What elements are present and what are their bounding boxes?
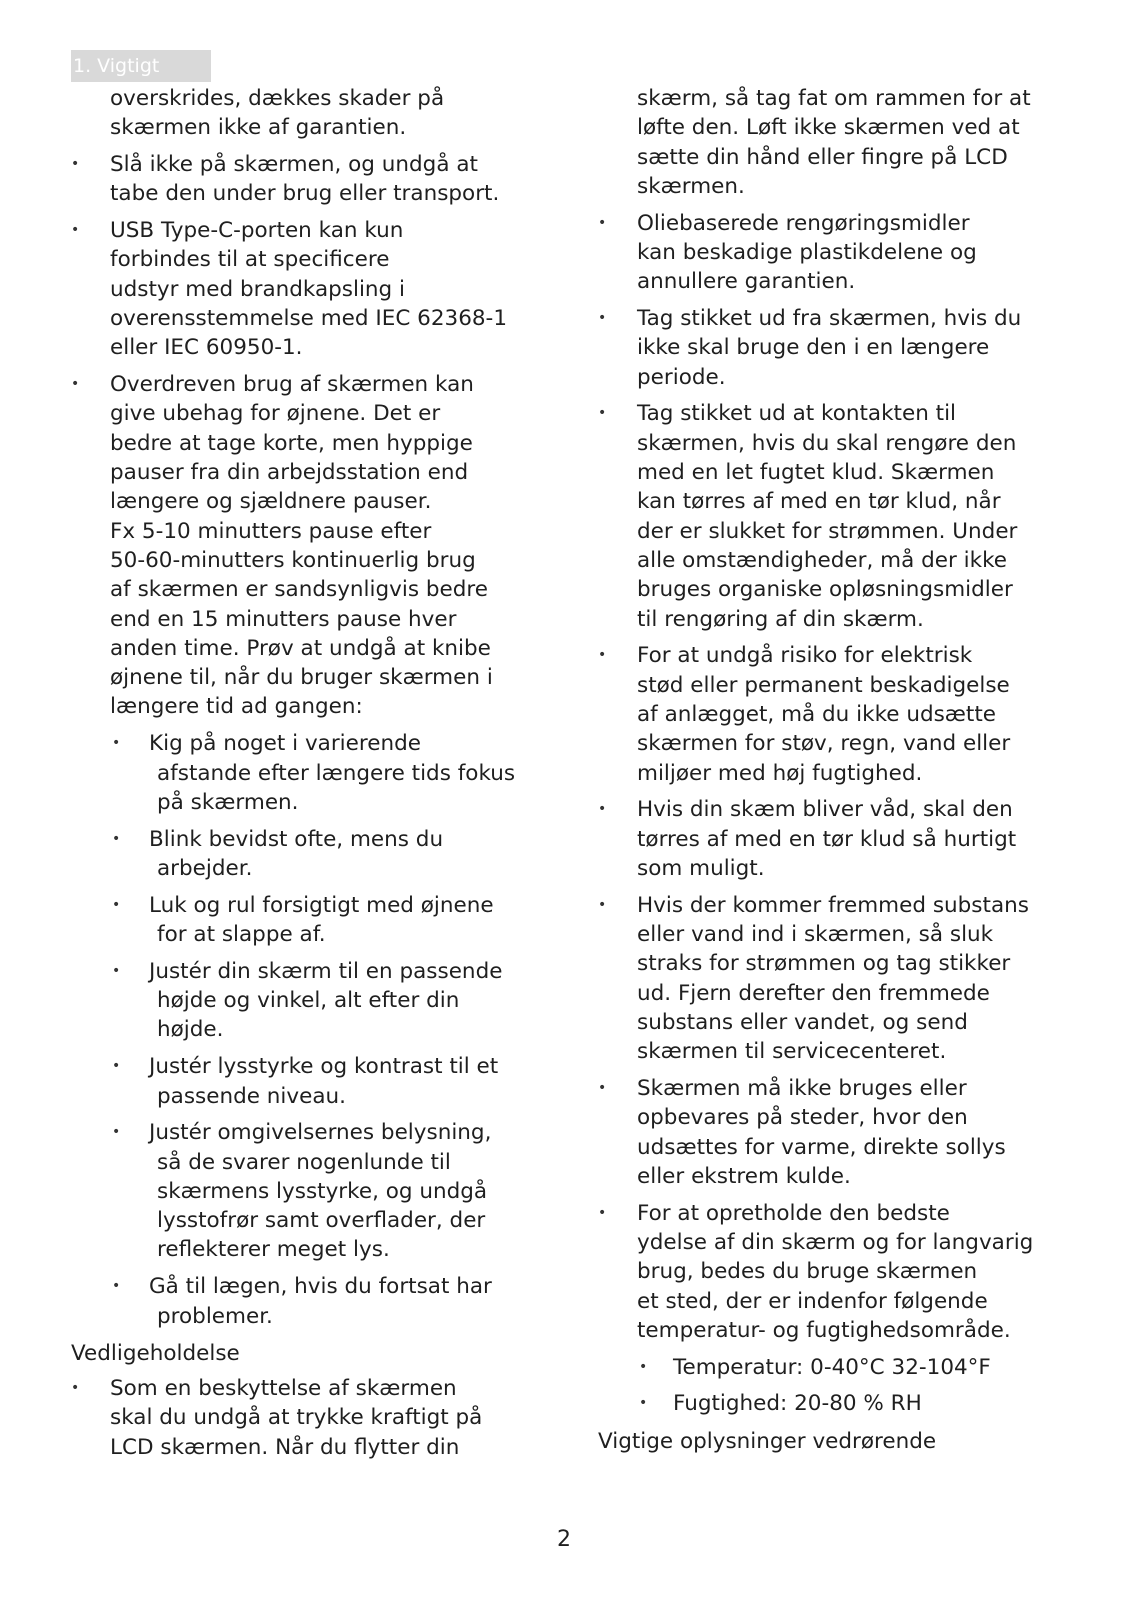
text-line: arbejder. — [157, 855, 253, 881]
text-line: Som en beskyttelse af skærmen — [110, 1376, 457, 1402]
text-line: kan beskadige plastikdelene og — [637, 239, 977, 265]
text-line: ydelse af din skærm og for langvarig — [637, 1229, 1034, 1255]
list-item — [598, 84, 1068, 201]
list-item — [71, 84, 549, 143]
text-line: Justér lysstyrke og kontrast til et — [149, 1054, 499, 1080]
list-item — [598, 209, 1068, 297]
list-item — [71, 370, 549, 1331]
right-column — [598, 84, 1068, 1462]
text-line: alle omstændigheder, må der ikke — [637, 547, 1007, 573]
bullet-list — [71, 84, 549, 1331]
text-line: skærmen ikke af garantien. — [110, 115, 407, 141]
text-line: skærmen, hvis du skal rengøre den — [637, 430, 1017, 456]
list-item — [598, 795, 1068, 883]
text-line: højde og vinkel, alt efter din — [157, 988, 460, 1014]
list-item — [598, 399, 1068, 633]
text-line: Hvis der kommer fremmed substans — [637, 892, 1029, 918]
text-line: længere og sjældnere pauser. — [110, 489, 432, 515]
text-line: af anlægget, må du ikke udsætte — [637, 701, 996, 727]
bullet-list — [71, 1374, 549, 1462]
text-line: af skærmen er sandsynligvis bedre — [110, 577, 488, 603]
text-line: højde. — [157, 1017, 224, 1043]
text-line: sætte din hånd eller fingre på LCD — [637, 144, 1008, 170]
page-number: 2 — [557, 1527, 571, 1552]
sub-bullet-list — [637, 1353, 1068, 1419]
sub-list-item — [637, 1353, 1068, 1382]
text-line: Kig på noget i varierende — [149, 731, 421, 757]
text-line: tørres af med en tør klud så hurtigt — [637, 826, 1017, 852]
list-item — [598, 1199, 1068, 1419]
text-line: tabe den under brug eller transport. — [110, 181, 500, 207]
text-line: kan tørres af med en tør klud, når — [637, 489, 1001, 515]
text-line: reflekterer meget lys. — [157, 1237, 390, 1263]
list-item — [71, 216, 549, 362]
text-line: 50-60-minutters kontinuerlig brug — [110, 547, 476, 573]
text-line: pauser fra din arbejdsstation end — [110, 460, 469, 486]
text-line: så de svarer nogenlunde til — [157, 1149, 451, 1175]
list-item — [598, 641, 1068, 787]
text-line: overensstemmelse med IEC 62368-1 — [110, 306, 507, 332]
text-line: straks for strømmen og tag stikker — [637, 951, 1011, 977]
text-line: Justér omgivelsernes belysning, — [149, 1120, 492, 1146]
text-line: for at slappe af. — [157, 922, 326, 948]
text-line: Temperatur: 0-40°C 32-104°F — [673, 1354, 991, 1380]
text-line: skærmen for støv, regn, vand eller — [637, 731, 1011, 757]
section-heading: Vedligeholdelse — [71, 1340, 240, 1366]
text-line: passende niveau. — [157, 1083, 346, 1109]
text-line: For at opretholde den bedste — [637, 1200, 950, 1226]
list-item — [71, 150, 549, 209]
text-line: opbevares på steder, hvor den — [637, 1105, 968, 1131]
text-line: Gå til lægen, hvis du fortsat har — [149, 1274, 492, 1300]
text-line: Slå ikke på skærmen, og undgå at — [110, 152, 478, 178]
list-item — [598, 1074, 1068, 1191]
text-line: længere tid ad gangen: — [110, 694, 363, 720]
text-line: bedre at tage korte, men hyppige — [110, 430, 473, 456]
sub-bullet-list — [110, 729, 549, 1331]
text-line: med en let fugtet klud. Skærmen — [637, 460, 995, 486]
text-line: LCD skærmen. Når du flytter din — [110, 1434, 460, 1460]
bullet-list — [598, 84, 1068, 1419]
list-item — [71, 1374, 549, 1462]
text-line: lysstofrør samt overflader, der — [157, 1208, 486, 1234]
text-line: løfte den. Løft ikke skærmen ved at — [637, 115, 1020, 141]
text-line: end en 15 minutters pause hver — [110, 606, 457, 632]
text-line: eller ekstrem kulde. — [637, 1163, 851, 1189]
list-item — [598, 304, 1068, 392]
text-line: anden time. Prøv at undgå at knibe — [110, 635, 491, 661]
text-line: annullere garantien. — [637, 269, 856, 295]
list-item — [598, 891, 1068, 1067]
text-line: temperatur- og fugtighedsområde. — [637, 1317, 1011, 1343]
text-line: Tag stikket ud fra skærmen, hvis du — [637, 306, 1022, 332]
text-line: udstyr med brandkapsling i — [110, 276, 406, 302]
text-line: ud. Fjern derefter den fremmede — [637, 980, 990, 1006]
text-line: miljøer med høj fugtighed. — [637, 760, 923, 786]
sub-list-item — [110, 825, 549, 884]
text-line: eller vand ind i skærmen, så sluk — [637, 922, 994, 948]
text-line: afstande efter længere tids fokus — [157, 760, 516, 786]
text-line: der er slukket for strømmen. Under — [637, 518, 1018, 544]
text-line: udsættes for varme, direkte sollys — [637, 1134, 1006, 1160]
text-line: USB Type-C-porten kan kun — [110, 218, 404, 244]
left-column — [71, 84, 549, 1470]
section-heading: Vigtige oplysninger vedrørende — [598, 1428, 937, 1454]
text-line: skærmens lysstyrke, og undgå — [157, 1178, 488, 1204]
text-line: ikke skal bruge den i en længere — [637, 335, 990, 361]
sub-list-item — [637, 1389, 1068, 1418]
sub-list-item — [110, 957, 549, 1045]
sub-list-item — [110, 729, 549, 817]
text-line: et sted, der er indenfor følgende — [637, 1288, 988, 1314]
text-line: substans eller vandet, og send — [637, 1009, 968, 1035]
text-line: periode. — [637, 364, 726, 390]
text-line: forbindes til at specificere — [110, 247, 390, 273]
sub-list-item — [110, 891, 549, 950]
text-line: stød eller permanent beskadigelse — [637, 672, 1010, 698]
text-line: skærmen. — [637, 173, 745, 199]
text-line: For at undgå risiko for elektrisk — [637, 643, 973, 669]
text-line: Tag stikket ud at kontakten til — [637, 401, 957, 427]
sub-list-item — [110, 1118, 549, 1264]
text-line: øjnene til, når du bruger skærmen i — [110, 665, 493, 691]
text-line: Luk og rul forsigtigt med øjnene — [149, 892, 494, 918]
text-line: skærm, så tag fat om rammen for at — [637, 86, 1031, 111]
sub-list-item — [110, 1272, 549, 1331]
text-line: på skærmen. — [157, 789, 299, 815]
text-line: Oliebaserede rengøringsmidler — [637, 210, 970, 236]
text-line: til rengøring af din skærm. — [637, 606, 924, 632]
text-line: Fx 5-10 minutters pause efter — [110, 518, 432, 544]
text-line: brug, bedes du bruge skærmen — [637, 1259, 978, 1285]
text-line: skal du undgå at trykke kraftigt på — [110, 1405, 483, 1431]
text-line: som muligt. — [637, 855, 765, 881]
text-line: Fugtighed: 20-80 % RH — [673, 1391, 922, 1417]
text-line: eller IEC 60950-1. — [110, 335, 303, 361]
section-tab: 1. Vigtigt — [71, 50, 211, 82]
text-line: Blink bevidst ofte, mens du — [149, 826, 444, 852]
text-line: bruges organiske opløsningsmidler — [637, 577, 1013, 603]
sub-list-item — [110, 1052, 549, 1111]
text-line: Hvis din skæm bliver våd, skal den — [637, 797, 1013, 823]
text-line: overskrides, dækkes skader på — [110, 86, 445, 111]
text-line: give ubehag for øjnene. Det er — [110, 401, 441, 427]
text-line: Overdreven brug af skærmen kan — [110, 372, 474, 398]
text-line: Skærmen må ikke bruges eller — [637, 1076, 967, 1101]
text-line: problemer. — [157, 1303, 273, 1329]
text-line: skærmen til servicecenteret. — [637, 1039, 947, 1065]
text-line: Justér din skærm til en passende — [149, 958, 503, 984]
